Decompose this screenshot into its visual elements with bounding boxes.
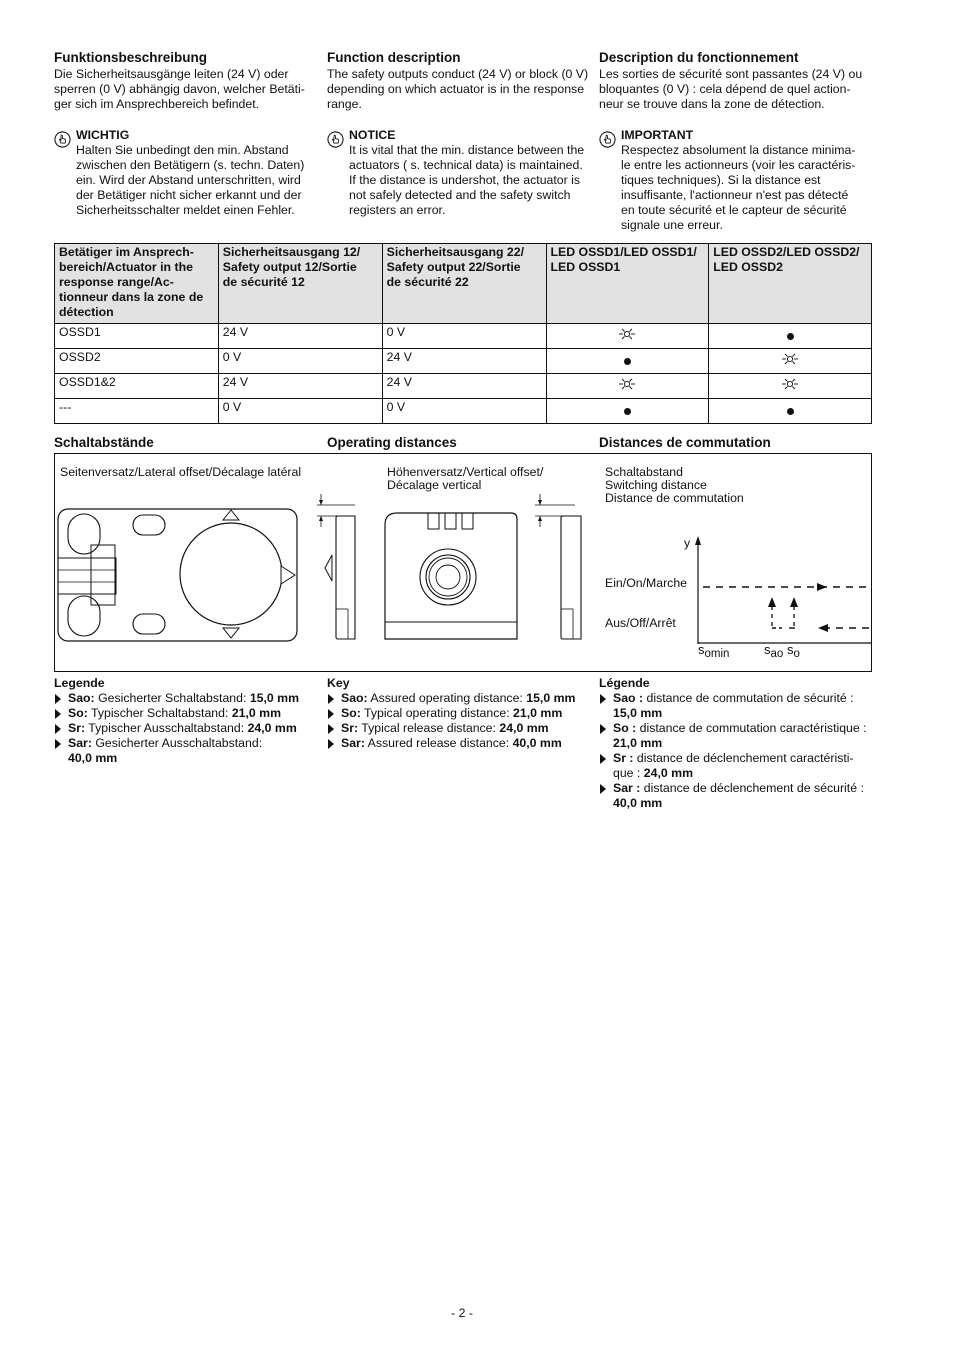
- tick-subscript: ao: [770, 648, 784, 660]
- legend-key: Sr:: [68, 721, 86, 735]
- caret-right-icon: [55, 694, 61, 704]
- legend-fr: [599, 676, 869, 811]
- table-row: [55, 374, 872, 399]
- cell-actuator: OSSD1&2: [55, 374, 219, 399]
- sensor-top-view-drawing: [377, 489, 522, 649]
- tick-s-omin: [698, 643, 729, 658]
- legend-text: Typischer Schaltabstand:: [87, 706, 232, 720]
- text-line: Les sorties de sécurité sont passantes (24 V) ou: [599, 67, 863, 81]
- cell-led2: [709, 324, 872, 349]
- operating-distances-figure: [54, 453, 872, 672]
- cell-actuator: ---: [55, 399, 219, 424]
- legend-fr-items: [599, 691, 869, 811]
- led-off-icon: [787, 333, 794, 340]
- header-output-12: [218, 244, 382, 324]
- text-line: ein. Wird der Abstand unterschritten, wird: [76, 173, 301, 187]
- cell-out12: 24 V: [218, 324, 382, 349]
- table-row: [55, 324, 872, 349]
- header-line: Betätiger im Ansprech-: [59, 245, 194, 259]
- label-line: Schaltabstand: [605, 465, 683, 479]
- text-line: depending on which actuator is in the response: [327, 82, 585, 96]
- notice-de-text: [76, 143, 320, 218]
- legend-de: [54, 676, 324, 766]
- legend-key: Sr:: [341, 721, 359, 735]
- legend-item: [599, 781, 869, 811]
- legend-text: distance de déclenchement caractéristi-que :: [613, 751, 854, 780]
- notice-en-title: NOTICE: [349, 128, 396, 142]
- legend-key: So :: [613, 721, 637, 735]
- header-line: LED OSSD1: [550, 260, 621, 274]
- text-line: en toute sécurité et le capteur de sécurité: [621, 203, 847, 217]
- tick-letter: s: [764, 642, 771, 657]
- legend-value: 15,0 mm: [249, 691, 300, 705]
- on-level-arrow: [817, 583, 827, 591]
- legend-key: Sao:: [341, 691, 368, 705]
- cell-actuator: OSSD1: [55, 324, 219, 349]
- description-de-title: Funktionsbeschreibung: [54, 50, 208, 65]
- text-line: tiques techniques). Si la distance est: [621, 173, 821, 187]
- legend-text: distance de commutation de sécurité :: [643, 691, 854, 705]
- cell-out22: 24 V: [382, 349, 546, 374]
- so-arrow: [790, 597, 798, 607]
- switching-distance-title: [605, 466, 744, 505]
- legend-en: [327, 676, 597, 751]
- legend-text: Typical operating distance:: [360, 706, 514, 720]
- legend-value: 15,0 mm: [526, 691, 576, 705]
- text-line: le entre les actionneurs (voir les caractéris-: [621, 158, 856, 172]
- text-line: bloquantes (0 V) : cela dépend de quel action-: [599, 82, 851, 96]
- cell-led1: [546, 399, 709, 424]
- cell-out22: 0 V: [382, 399, 546, 424]
- legend-fr-title: Légende: [599, 676, 650, 690]
- description-fr-text: [599, 67, 874, 112]
- legend-value: 21,0 mm: [513, 706, 563, 720]
- off-level-arrow: [818, 624, 828, 632]
- label-line: Distance de commutation: [605, 491, 744, 505]
- header-line: LED OSSD2: [713, 260, 783, 274]
- text-line: neur se trouve dans la zone de détection.: [599, 97, 825, 111]
- led-flashing-icon: [781, 378, 799, 390]
- caret-right-icon: [55, 724, 61, 734]
- table-row: [55, 349, 872, 374]
- description-en-title: Function description: [327, 50, 461, 65]
- legend-key: Sr :: [613, 751, 634, 765]
- legend-de-items: [54, 691, 324, 766]
- led-off-icon: [624, 358, 631, 365]
- header-line: de sécurité 12: [222, 275, 305, 289]
- description-fr-title: Description du fonctionnement: [599, 50, 799, 65]
- sao-arrow: [768, 597, 776, 607]
- legend-en-title: Key: [327, 676, 350, 690]
- text-line: actuators ( s. technical data) is maintained.: [349, 158, 583, 172]
- text-line: zwischen den Betätigern (s. techn. Daten): [76, 158, 305, 172]
- hand-pointer-icon: [599, 131, 616, 148]
- header-line: Sicherheitsausgang 12/: [222, 245, 361, 259]
- page-number: - 2 -: [451, 1306, 473, 1320]
- cell-out22: 0 V: [382, 324, 546, 349]
- led-flashing-icon: [781, 353, 799, 365]
- legend-text: Typischer Ausschaltabstand:: [85, 721, 248, 735]
- legend-text: Typical release distance:: [358, 721, 500, 735]
- caret-right-icon: [328, 724, 334, 734]
- cell-led2: [709, 374, 872, 399]
- cell-actuator: OSSD2: [55, 349, 219, 374]
- caret-right-icon: [600, 724, 606, 734]
- legend-item: [599, 691, 869, 721]
- table-row: [55, 399, 872, 424]
- text-line: It is vital that the min. distance between the: [349, 143, 585, 157]
- caret-right-icon: [328, 709, 334, 719]
- tick-letter: s: [698, 642, 705, 657]
- legend-key: Sao:: [68, 691, 95, 705]
- tick-s-o: [787, 643, 800, 658]
- off-label: Aus/Off/Arrêt: [605, 616, 676, 630]
- text-line: der Betätiger nicht sicher erkannt und der: [76, 188, 302, 202]
- tick-subscript: omin: [704, 648, 730, 660]
- hand-pointer-icon: [54, 131, 71, 148]
- cell-led1: [546, 374, 709, 399]
- text-line: ger sich im Ansprechbereich befindet.: [54, 97, 260, 111]
- cell-led2: [709, 399, 872, 424]
- legend-key: Sar :: [613, 781, 641, 795]
- header-line: response range/Ac-: [59, 275, 174, 289]
- caret-right-icon: [600, 784, 606, 794]
- text-line: Sicherheitsschalter meldet einen Fehler.: [76, 203, 295, 217]
- output-state-table: [54, 243, 872, 424]
- description-de-text: [54, 67, 320, 112]
- notice-de-title: WICHTIG: [76, 128, 130, 142]
- header-line: Safety output 12/Sortie: [222, 260, 357, 274]
- legend-en-items: [327, 691, 597, 751]
- caret-right-icon: [55, 739, 61, 749]
- legend-value: 24,0 mm: [247, 721, 297, 735]
- header-line: tionneur dans la zone de: [59, 290, 204, 304]
- tick-subscript: o: [793, 648, 800, 660]
- description-fr: [599, 50, 874, 112]
- legend-item: [327, 691, 597, 706]
- legend-value: 21,0 mm: [613, 736, 663, 750]
- legend-text: Assured release distance:: [364, 736, 513, 750]
- header-led-ossd1: [546, 244, 709, 324]
- legend-key: Sao :: [613, 691, 644, 705]
- notice-fr: [599, 128, 874, 233]
- header-actuator: [55, 244, 219, 324]
- label-line: Switching distance: [605, 478, 707, 492]
- distances-en-title: Operating distances: [327, 435, 457, 450]
- header-line: LED OSSD1/LED OSSD1/: [550, 245, 697, 259]
- notice-de: [54, 128, 320, 218]
- on-label: Ein/On/Marche: [605, 576, 688, 590]
- tick-s-ao: [764, 643, 783, 658]
- legend-value: 40,0 mm: [613, 796, 663, 810]
- cell-led2: [709, 349, 872, 374]
- sensor-front-view-drawing: [55, 489, 305, 649]
- cell-out12: 0 V: [218, 349, 382, 374]
- legend-de-title: Legende: [54, 676, 105, 690]
- label-line: Höhenversatz/Vertical offset/: [387, 465, 544, 479]
- header-line: LED OSSD2/LED OSSD2/: [713, 245, 860, 259]
- description-en-text: [327, 67, 593, 112]
- header-led-ossd2: [709, 244, 872, 324]
- text-line: sperren (0 V) abhängig davon, welcher Betäti-: [54, 82, 305, 96]
- legend-text: distance de commutation caractéristique :: [636, 721, 867, 735]
- text-line: Halten Sie unbedingt den min. Abstand: [76, 143, 289, 157]
- y-axis-arrow: [695, 536, 701, 545]
- table-header-row: [55, 244, 872, 324]
- cell-out12: 0 V: [218, 399, 382, 424]
- text-line: not safely detected and the safety switch: [349, 188, 571, 202]
- header-line: détection: [59, 305, 114, 319]
- cell-out12: 24 V: [218, 374, 382, 399]
- legend-value: 21,0 mm: [231, 706, 282, 720]
- header-line: bereich/Actuator in the: [59, 260, 193, 274]
- header-line: Sicherheitsausgang 22/: [386, 245, 525, 259]
- legend-item: [54, 721, 324, 736]
- text-line: Respectez absolument la distance minima-: [621, 143, 856, 157]
- text-line: range.: [327, 97, 362, 111]
- notice-fr-text: [621, 143, 874, 233]
- legend-key: Sar:: [341, 736, 365, 750]
- caret-right-icon: [55, 709, 61, 719]
- distances-fr-title: Distances de commutation: [599, 435, 771, 450]
- description-de: [54, 50, 320, 112]
- legend-item: [599, 751, 869, 781]
- cell-led1: [546, 324, 709, 349]
- led-flashing-icon: [618, 378, 636, 390]
- legend-value: 24,0 mm: [643, 766, 693, 780]
- text-line: Die Sicherheitsausgänge leiten (24 V) oder: [54, 67, 289, 81]
- legend-value: 40,0 mm: [512, 736, 562, 750]
- legend-item: [599, 721, 869, 751]
- hand-pointer-icon: [327, 131, 344, 148]
- lateral-offset-label: Seitenversatz/Lateral offset/Décalage latéral: [60, 465, 302, 479]
- y-axis-label: y: [684, 536, 691, 550]
- legend-key: So:: [68, 706, 88, 720]
- led-flashing-icon: [618, 328, 636, 340]
- caret-right-icon: [600, 754, 606, 764]
- header-line: Safety output 22/Sortie: [386, 260, 521, 274]
- caret-right-icon: [328, 694, 334, 704]
- label-line: Décalage vertical: [387, 478, 482, 492]
- legend-text: Gesicherter Schaltabstand:: [94, 691, 250, 705]
- legend-value: 24,0 mm: [499, 721, 549, 735]
- led-off-icon: [624, 408, 631, 415]
- text-line: If the distance is undershot, the actuator is: [349, 173, 581, 187]
- cell-out22: 24 V: [382, 374, 546, 399]
- caret-right-icon: [328, 739, 334, 749]
- legend-item: [327, 736, 597, 751]
- description-en: [327, 50, 593, 112]
- legend-value: 40,0 mm: [68, 751, 118, 765]
- legend-text: Assured operating distance:: [367, 691, 527, 705]
- sensor-vertical-side-drawing: [525, 489, 595, 649]
- legend-item: [327, 721, 597, 736]
- notice-fr-title: IMPORTANT: [621, 128, 694, 142]
- legend-item: [54, 691, 324, 706]
- text-line: signale une erreur.: [621, 218, 723, 232]
- legend-key: So:: [341, 706, 361, 720]
- led-off-icon: [787, 408, 794, 415]
- notice-en: [327, 128, 593, 218]
- legend-value: 15,0 mm: [613, 706, 663, 720]
- text-line: registers an error.: [349, 203, 446, 217]
- legend-key: Sar:: [68, 736, 92, 750]
- caret-right-icon: [600, 694, 606, 704]
- cell-led1: [546, 349, 709, 374]
- legend-item: [327, 706, 597, 721]
- text-line: The safety outputs conduct (24 V) or block (0 V): [327, 67, 589, 81]
- legend-text: Gesicherter Ausschaltabstand:: [91, 736, 263, 750]
- sensor-side-view-drawing: [307, 489, 367, 649]
- notice-en-text: [349, 143, 593, 218]
- header-line: de sécurité 22: [386, 275, 469, 289]
- tick-letter: s: [787, 642, 794, 657]
- legend-text: distance de déclenchement de sécurité :: [640, 781, 864, 795]
- legend-item: [54, 736, 324, 766]
- distances-de-title: Schaltabstände: [54, 435, 154, 450]
- header-output-22: [382, 244, 546, 324]
- text-line: insuffisante, l'actionneur n'est pas détecté: [621, 188, 849, 202]
- legend-item: [54, 706, 324, 721]
